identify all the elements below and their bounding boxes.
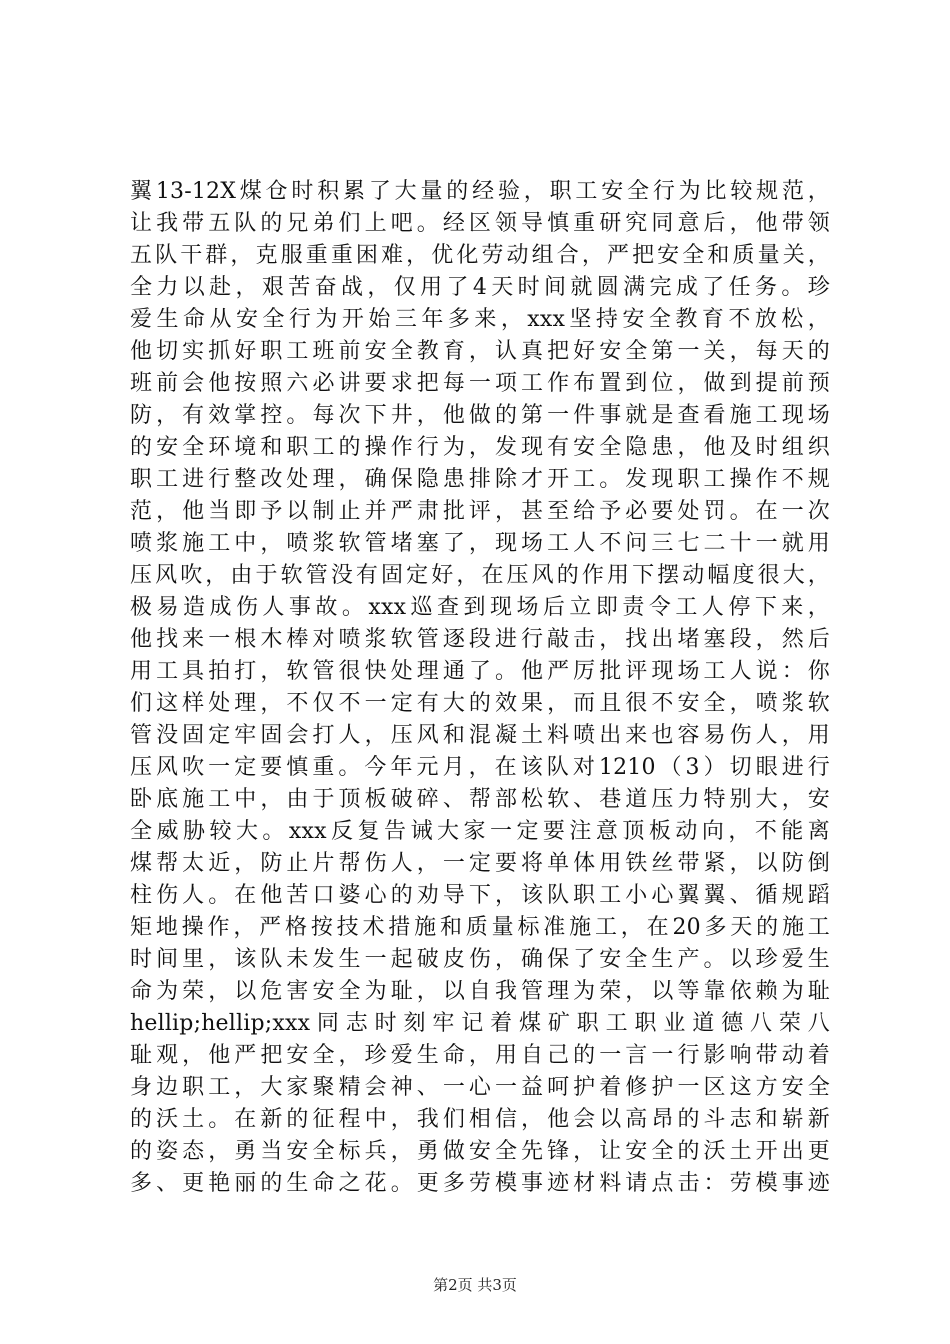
text-line: 卧底施工中，由于顶板破碎、帮部松软、巷道压力特别大，安 [130, 787, 830, 812]
text-line: 时间里，该队未发生一起破皮伤，确保了安全生产。以珍爱生 [130, 947, 830, 972]
text-line: 的安全环境和职工的操作行为，发现有安全隐患，他及时组织 [130, 435, 830, 460]
text-line: 防，有效掌控。每次下井，他做的第一件事就是查看施工现场 [130, 403, 830, 428]
text-line: 煤帮太近，防止片帮伤人，一定要将单体用铁丝带紧，以防倒 [130, 851, 830, 876]
text-line: 职工进行整改处理，确保隐患排除才开工。发现职工操作不规 [130, 467, 830, 492]
text-line: hellip;hellip;xxx同志时刻牢记着煤矿职工职业道德八荣八 [130, 1011, 830, 1036]
text-line: 爱生命从安全行为开始三年多来，xxx坚持安全教育不放松， [130, 307, 830, 332]
text-line: 五队干群，克服重重困难，优化劳动组合，严把安全和质量关， [130, 243, 830, 268]
text-line: 全威胁较大。xxx反复告诫大家一定要注意顶板动向，不能离 [130, 819, 830, 844]
page-number: 第2页 共3页 [433, 1276, 517, 1294]
page-footer [0, 1275, 950, 1295]
text-line: 极易造成伤人事故。xxx巡查到现场后立即责令工人停下来， [130, 595, 830, 620]
text-line: 翼13-12X煤仓时积累了大量的经验，职工安全行为比较规范， [130, 179, 830, 204]
text-line: 班前会他按照六必讲要求把每一项工作布置到位，做到提前预 [130, 371, 830, 396]
text-line: 压风吹，由于软管没有固定好，在压风的作用下摆动幅度很大， [130, 563, 830, 588]
text-line: 他找来一根木棒对喷浆软管逐段进行敲击，找出堵塞段，然后 [130, 627, 830, 652]
body-paragraph [130, 176, 830, 1200]
text-line: 全力以赴，艰苦奋战，仅用了4天时间就圆满完成了任务。珍 [130, 275, 830, 300]
text-line: 用工具拍打，软管很快处理通了。他严厉批评现场工人说：你 [130, 659, 830, 684]
text-line: 管没固定牢固会打人，压风和混凝土料喷出来也容易伤人，用 [130, 723, 830, 748]
text-line: 命为荣，以危害安全为耻，以自我管理为荣，以等靠依赖为耻 [130, 979, 830, 1004]
text-line: 喷浆施工中，喷浆软管堵塞了，现场工人不问三七二十一就用 [130, 531, 830, 556]
text-line: 压风吹一定要慎重。今年元月，在该队对1210（3）切眼进行 [130, 755, 830, 780]
text-line: 他切实抓好职工班前安全教育，认真把好安全第一关，每天的 [130, 339, 830, 364]
text-line: 耻观，他严把安全，珍爱生命，用自己的一言一行影响带动着 [130, 1043, 830, 1068]
text-line: 矩地操作，严格按技术措施和质量标准施工，在20多天的施工 [130, 915, 830, 940]
text-line: 们这样处理，不仅不一定有大的效果，而且很不安全，喷浆软 [130, 691, 830, 716]
text-line: 柱伤人。在他苦口婆心的劝导下，该队职工小心翼翼、循规蹈 [130, 883, 830, 908]
text-line: 范，他当即予以制止并严肃批评，甚至给予必要处罚。在一次 [130, 499, 830, 524]
text-line: 的姿态，勇当安全标兵，勇做安全先锋，让安全的沃土开出更 [130, 1139, 830, 1164]
text-line: 多、更艳丽的生命之花。更多劳模事迹材料请点击：劳模事迹 [130, 1171, 830, 1196]
text-line: 让我带五队的兄弟们上吧。经区领导慎重研究同意后，他带领 [130, 211, 830, 236]
text-line: 的沃土。在新的征程中，我们相信，他会以高昂的斗志和崭新 [130, 1107, 830, 1132]
text-line: 身边职工，大家聚精会神、一心一益呵护着修护一区这方安全 [130, 1075, 830, 1100]
